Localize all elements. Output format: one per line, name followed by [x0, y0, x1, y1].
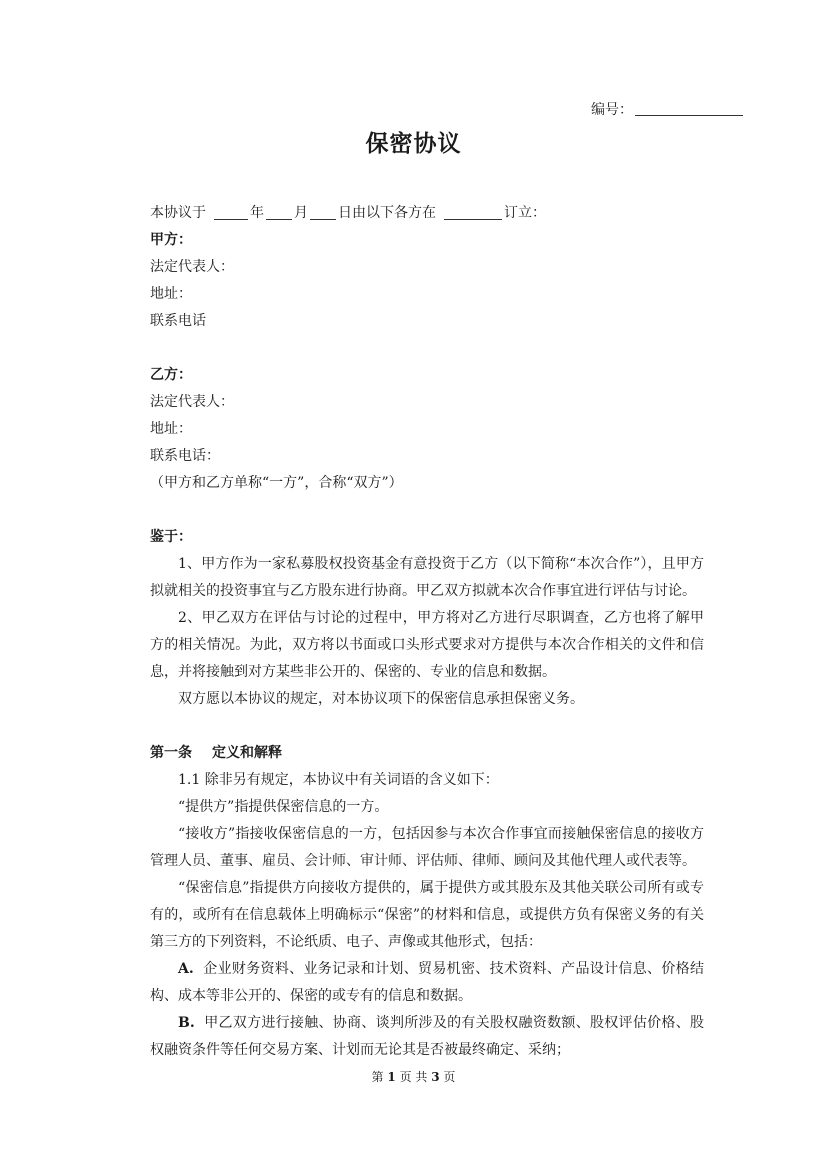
party-a-address: 地址： — [150, 286, 192, 302]
document-number-label: 编号： — [591, 102, 633, 118]
whereas-label: 鉴于： — [150, 529, 192, 545]
document-number — [591, 101, 743, 119]
whereas-paragraph-3: 双方愿以本协议的规定，对本协议项下的保密信息承担保密义务。 — [178, 691, 584, 707]
party-b-label: 乙方： — [150, 367, 192, 383]
article-1-title: 定义和解释 — [212, 745, 282, 761]
party-a-rep: 法定代表人： — [150, 259, 234, 275]
article-1-paragraph-3: “接收方”指接收保密信息的一方，包括因参与本次合作事宜而接触保密信息的接收方管理人员、董事、雇员、会计师、审计师、评估师、律师、顾问及其他代理人或代表等。 — [150, 826, 704, 869]
intro-year: 年 — [250, 205, 264, 221]
item-a-label: A. — [178, 961, 194, 977]
spacer — [150, 713, 704, 740]
intro-prefix: 本协议于 — [150, 205, 206, 221]
whereas-paragraph-1: 1、甲方作为一家私募股权投资基金有意投资于乙方（以下简称“本次合作”），且甲方拟就相关的投资事宜与乙方股东进行协商。甲乙双方拟就本次合作事宜进行评估与讨论。 — [150, 556, 704, 599]
intro-day: 日由以下各方在 — [338, 205, 436, 221]
footer-page-number: 1 — [387, 1070, 396, 1084]
party-note: （甲方和乙方单称“一方”，合称“双方”） — [150, 475, 403, 491]
party-b-rep: 法定代表人： — [150, 394, 234, 410]
day-blank — [310, 204, 336, 220]
party-a-label: 甲方： — [150, 232, 192, 248]
item-b-text: 甲乙双方进行接触、协商、谈判所涉及的有关股权融资数额、股权评估价格、股权融资条件等任何交易方案、计划而无论其是否被最终确定、采纳； — [150, 1015, 704, 1058]
footer-prefix: 第 — [371, 1070, 384, 1084]
item-a-text: 企业财务资料、业务记录和计划、贸易机密、技术资料、产品设计信息、价格结构、成本等非公开的、保密的或专有的信息和数据。 — [150, 961, 704, 1004]
document-body — [150, 200, 704, 1064]
article-1-item-a — [150, 956, 704, 1010]
page-footer — [0, 1069, 827, 1085]
month-blank — [266, 204, 292, 220]
item-b-label: B. — [178, 1015, 195, 1031]
place-blank — [444, 204, 502, 220]
article-1-paragraph-4: “保密信息”指提供方向接收方提供的，属于提供方或其股东及其他关联公司所有或专有的，或所有在信息载体上明确标示“保密”的材料和信息，或提供方负有保密义务的有关第三方的下列资料，不论纸质、电子、声像或其他形式，包括： — [150, 880, 704, 950]
intro-line — [150, 200, 704, 227]
article-1-paragraph-2: “提供方”指提供保密信息的一方。 — [178, 799, 389, 815]
article-1-paragraph-1: 1.1 除非另有规定，本协议中有关词语的含义如下： — [178, 772, 499, 788]
party-b-address: 地址： — [150, 421, 192, 437]
year-blank — [214, 204, 248, 220]
article-1-heading — [150, 740, 704, 767]
article-1-number: 第一条 — [150, 745, 192, 761]
party-a-phone: 联系电话 — [150, 313, 206, 329]
party-b-phone: 联系电话： — [150, 448, 220, 464]
spacer — [150, 335, 704, 362]
footer-suffix: 页 — [443, 1070, 456, 1084]
whereas-paragraph-2: 2、甲乙双方在评估与讨论的过程中，甲方将对乙方进行尽职调查，乙方也将了解甲方的相关情况。为此，双方将以书面或口头形式要求对方提供与本次合作相关的文件和信息，并将接触到对方某些非公开的、保密的、专业的信息和数据。 — [150, 610, 704, 680]
footer-page-total: 3 — [431, 1070, 440, 1084]
intro-suffix: 订立： — [504, 205, 546, 221]
page-title: 保密协议 — [365, 130, 462, 157]
document-number-blank — [635, 101, 743, 116]
footer-mid: 页 共 — [399, 1070, 428, 1084]
article-1-item-b — [150, 1010, 704, 1064]
spacer — [150, 497, 704, 524]
intro-month: 月 — [294, 205, 308, 221]
